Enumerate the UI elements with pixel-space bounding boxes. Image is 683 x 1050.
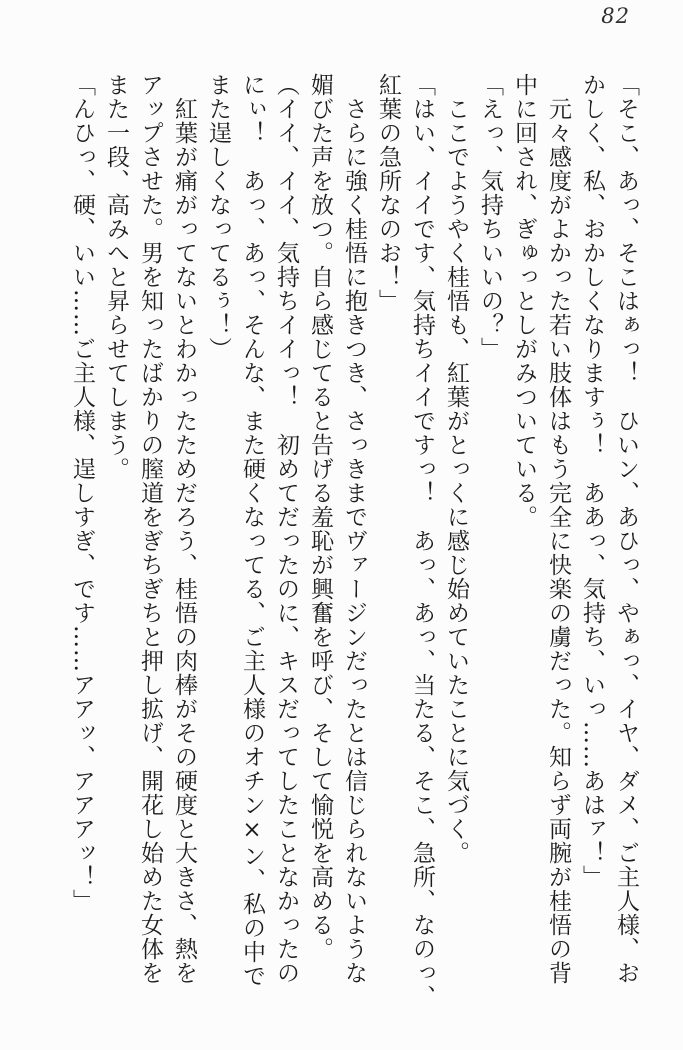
text-line-17: 「んひっ、硬、いい……ご主人様、逞しすぎ、です……アアッ、アアアッ！」 — [69, 73, 95, 913]
text-line-7: 「はい、イイです、気持ちイイですっ！ あっ、あっ、当たる、そこ、急所、なのっ、 — [409, 73, 435, 1009]
text-line-8: 紅葉の急所なのお！」 — [375, 73, 401, 313]
text-line-9: さらに強く桂悟に抱きつき、さっきまでヴァージンだったとは信じられないような — [341, 73, 367, 985]
text-line-13: また逞しくなってるぅ！） — [205, 73, 231, 361]
text-line-14: 紅葉が痛がってないとわかったためだろう、桂悟の肉棒がその硬度と大きさ、熱を — [171, 73, 197, 985]
text-line-15: アップさせた。男を知ったばかりの膣道をぎちぎちと押し拡げ、開花し始めた女体を — [137, 73, 163, 985]
text-line-10: 媚びた声を放つ。自ら感じてると告げる羞恥が興奮を呼び、そして愉悦を高める。 — [307, 73, 333, 961]
vertical-text-block — [65, 73, 643, 1009]
text-line-11: （イイ、イイ、気持ちイイっ！ 初めてだったのに、キスだってしたことなかったの — [273, 73, 299, 985]
text-line-12: にぃ！ あっ、あっ、そんな、また硬くなってる、ご主人様のオチン×ン、私の中で — [239, 73, 265, 988]
text-line-5: 「えっ、気持ちいいの？」 — [477, 73, 503, 361]
text-line-2: かしく、私、おかしくなりますぅ！ ああっ、気持ち、いっ……あはァ！」 — [579, 73, 605, 889]
text-line-6: ここでようやく桂悟も、紅葉がとっくに感じ始めていたことに気づく。 — [443, 73, 469, 865]
page-number: 82 — [601, 4, 630, 28]
text-line-4: 中に回され、ぎゅっとしがみついている。 — [511, 73, 537, 529]
text-line-16: また一段、高みへと昇らせてしまう。 — [103, 73, 129, 481]
text-line-3: 元々感度がよかった若い肢体はもう完全に快楽の虜だった。知らず両腕が桂悟の背 — [545, 73, 571, 985]
text-line-1: 「そこ、あっ、そこはぁっ！ ひいン、あひっ、やぁっ、イヤ、ダメ、ご主人様、お — [613, 73, 639, 985]
